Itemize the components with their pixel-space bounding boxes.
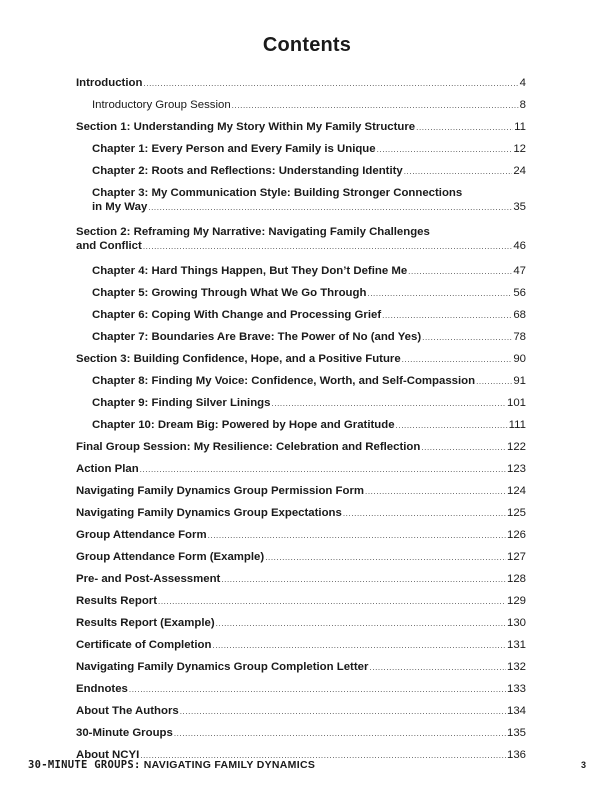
toc-entry-line <box>76 682 526 697</box>
toc-entry[interactable] <box>76 722 526 744</box>
toc-page-number: 135 <box>506 727 526 739</box>
toc-entry-title: and Conflict <box>76 240 142 252</box>
dot-leader <box>369 660 506 675</box>
toc-entry-title: About The Authors <box>76 705 179 717</box>
toc-page-number: 101 <box>506 397 526 409</box>
toc-entry[interactable] <box>76 524 526 546</box>
toc-entry[interactable] <box>76 348 526 370</box>
toc-entry-line <box>76 550 526 565</box>
toc-entry[interactable] <box>76 678 526 700</box>
toc-entry-title: Group Attendance Form <box>76 529 207 541</box>
toc-entry[interactable] <box>76 94 526 116</box>
toc-page-number: 91 <box>513 375 526 387</box>
toc-entry[interactable] <box>76 546 526 568</box>
toc-entry-line <box>76 594 526 609</box>
toc-entry-line <box>76 572 526 587</box>
toc-page-number: 132 <box>506 661 526 673</box>
toc-entry-title: Introduction <box>76 77 143 89</box>
toc-entry-line <box>76 638 526 653</box>
table-of-contents <box>76 72 526 766</box>
dot-leader <box>148 200 512 215</box>
dot-leader <box>382 308 512 323</box>
toc-entry[interactable] <box>76 304 526 326</box>
toc-entry-title: Final Group Session: My Resilience: Celebration and Reflection <box>76 441 421 453</box>
toc-page-number: 56 <box>513 287 526 299</box>
dot-leader <box>271 396 506 411</box>
toc-page-number: 126 <box>506 529 526 541</box>
toc-page-number: 35 <box>513 201 526 213</box>
toc-entry-line <box>76 286 526 301</box>
toc-page-number: 46 <box>513 240 526 252</box>
dot-leader <box>143 76 518 91</box>
dot-leader <box>365 484 506 499</box>
toc-entry[interactable] <box>76 656 526 678</box>
toc-entry[interactable] <box>76 612 526 634</box>
dot-leader <box>377 142 513 157</box>
footer-series <box>28 759 315 771</box>
toc-entry-line <box>76 528 526 543</box>
toc-page-number: 47 <box>513 265 526 277</box>
toc-entry[interactable] <box>76 392 526 414</box>
toc-entry-title: Certificate of Completion <box>76 639 212 651</box>
footer-series-title: NAVIGATING FAMILY DYNAMICS <box>143 759 316 771</box>
dot-leader <box>221 572 506 587</box>
toc-entry-line <box>76 352 526 367</box>
toc-entry[interactable] <box>76 282 526 304</box>
toc-page-number: 4 <box>519 77 526 89</box>
toc-page-number: 24 <box>513 165 526 177</box>
toc-entry-title: Chapter 1: Every Person and Every Family is Unique <box>92 143 376 155</box>
dot-leader <box>343 506 506 521</box>
dot-leader <box>208 528 506 543</box>
toc-entry[interactable] <box>76 370 526 392</box>
toc-entry-line <box>76 462 526 477</box>
toc-entry[interactable] <box>76 480 526 502</box>
dot-leader <box>143 239 513 254</box>
dot-leader <box>422 330 512 345</box>
toc-entry-title: Results Report (Example) <box>76 617 215 629</box>
toc-entry-line <box>76 616 526 631</box>
toc-page-number: 8 <box>519 99 526 111</box>
toc-entry-title: Pre- and Post-Assessment <box>76 573 221 585</box>
toc-entry-line <box>76 120 526 135</box>
toc-page-number: 127 <box>506 551 526 563</box>
toc-page-number: 124 <box>506 485 526 497</box>
toc-entry[interactable] <box>76 458 526 480</box>
toc-entry-line <box>76 440 526 455</box>
toc-entry-line <box>76 704 526 719</box>
toc-page-number: 68 <box>513 309 526 321</box>
toc-entry-title: About NCYI <box>76 749 140 761</box>
dot-leader <box>174 726 506 741</box>
toc-page-number: 78 <box>513 331 526 343</box>
dot-leader <box>402 352 513 367</box>
toc-page-number: 131 <box>506 639 526 651</box>
toc-entry[interactable] <box>76 221 526 260</box>
footer-brand: 30-MINUTE GROUPS: <box>28 759 141 771</box>
page-footer <box>28 759 586 771</box>
toc-entry-line <box>76 660 526 675</box>
toc-page-number: 11 <box>514 121 526 133</box>
toc-page-number: 128 <box>506 573 526 585</box>
toc-entry-title: Navigating Family Dynamics Group Expectations <box>76 507 342 519</box>
toc-entry-title: Chapter 8: Finding My Voice: Confidence, Worth, and Self-Compassion <box>92 375 476 387</box>
toc-entry-line <box>76 396 526 411</box>
toc-entry-title-line: Chapter 3: My Communication Style: Building Stronger Connections <box>92 187 463 199</box>
dot-leader <box>396 418 508 433</box>
toc-entry[interactable] <box>76 160 526 182</box>
toc-entry-title: Chapter 10: Dream Big: Powered by Hope and Gratitude <box>92 419 395 431</box>
dot-leader <box>216 616 506 631</box>
toc-entry-line <box>76 726 526 741</box>
dot-leader <box>404 164 513 179</box>
toc-entry-title: Endnotes <box>76 683 128 695</box>
toc-page-number: 12 <box>513 143 526 155</box>
dot-leader <box>476 374 512 389</box>
dot-leader <box>367 286 512 301</box>
toc-entry-title: Chapter 5: Growing Through What We Go Through <box>92 287 367 299</box>
toc-entry[interactable] <box>76 414 526 436</box>
toc-entry[interactable] <box>76 436 526 458</box>
toc-entry[interactable] <box>76 116 526 138</box>
toc-entry-line <box>76 264 526 279</box>
dot-leader <box>140 462 506 477</box>
toc-entry-title: Group Attendance Form (Example) <box>76 551 265 563</box>
toc-entry[interactable] <box>76 700 526 722</box>
toc-entry-line <box>76 164 526 179</box>
dot-leader <box>232 98 519 113</box>
toc-entry-title: Action Plan <box>76 463 139 475</box>
toc-page-number: 136 <box>506 749 526 761</box>
toc-entry-line <box>76 308 526 323</box>
dot-leader <box>212 638 506 653</box>
toc-entry-title: Chapter 7: Boundaries Are Brave: The Power of No (and Yes) <box>92 331 422 343</box>
toc-entry-line <box>76 506 526 521</box>
toc-page-number: 90 <box>513 353 526 365</box>
toc-page-number: 130 <box>506 617 526 629</box>
toc-page-number: 129 <box>506 595 526 607</box>
toc-entry-title: Chapter 2: Roots and Reflections: Understanding Identity <box>92 165 403 177</box>
toc-entry[interactable] <box>76 72 526 94</box>
dot-leader <box>421 440 506 455</box>
toc-entry-title: in My Way <box>92 201 148 213</box>
toc-entry-title: Navigating Family Dynamics Group Permission Form <box>76 485 365 497</box>
toc-entry-title: Chapter 4: Hard Things Happen, But They Don’t Define Me <box>92 265 408 277</box>
dot-leader <box>265 550 506 565</box>
toc-entry-line <box>76 76 526 91</box>
toc-entry[interactable] <box>76 568 526 590</box>
toc-page-number: 125 <box>506 507 526 519</box>
toc-entry-line <box>76 484 526 499</box>
toc-entry[interactable] <box>76 634 526 656</box>
toc-entry-line <box>76 200 526 215</box>
dot-leader <box>416 120 513 135</box>
toc-entry-title: Introductory Group Session <box>92 99 231 111</box>
toc-entry-title: 30-Minute Groups <box>76 727 173 739</box>
toc-entry[interactable] <box>76 502 526 524</box>
toc-entry[interactable] <box>76 138 526 160</box>
toc-page-number: 123 <box>506 463 526 475</box>
toc-entry-line <box>76 142 526 157</box>
toc-entry[interactable] <box>76 326 526 348</box>
toc-entry[interactable] <box>76 182 526 221</box>
dot-leader <box>180 704 506 719</box>
toc-entry-title: Results Report <box>76 595 158 607</box>
page-title: Contents <box>262 34 352 56</box>
dot-leader <box>158 594 506 609</box>
toc-entry-title: Chapter 6: Coping With Change and Processing Grief <box>92 309 382 321</box>
toc-entry[interactable] <box>76 260 526 282</box>
toc-entry[interactable] <box>76 590 526 612</box>
toc-page-number: 111 <box>508 419 526 431</box>
toc-entry-title: Section 1: Understanding My Story Within My Family Structure <box>76 121 416 133</box>
dot-leader <box>408 264 512 279</box>
toc-entry-line <box>76 98 526 113</box>
toc-entry-line <box>76 374 526 389</box>
page-number: 3 <box>580 760 586 770</box>
toc-entry-line <box>76 239 526 254</box>
toc-entry-title-line: Section 2: Reframing My Narrative: Navigating Family Challenges <box>76 226 430 238</box>
toc-entry-title: Navigating Family Dynamics Group Completion Letter <box>76 661 369 673</box>
toc-entry-title: Section 3: Building Confidence, Hope, and a Positive Future <box>76 353 401 365</box>
toc-page-number: 133 <box>506 683 526 695</box>
toc-entry-line <box>76 418 526 433</box>
toc-page-number: 122 <box>506 441 526 453</box>
toc-page-number: 134 <box>506 705 526 717</box>
toc-entry-title: Chapter 9: Finding Silver Linings <box>92 397 271 409</box>
toc-entry-line <box>76 330 526 345</box>
dot-leader <box>129 682 506 697</box>
